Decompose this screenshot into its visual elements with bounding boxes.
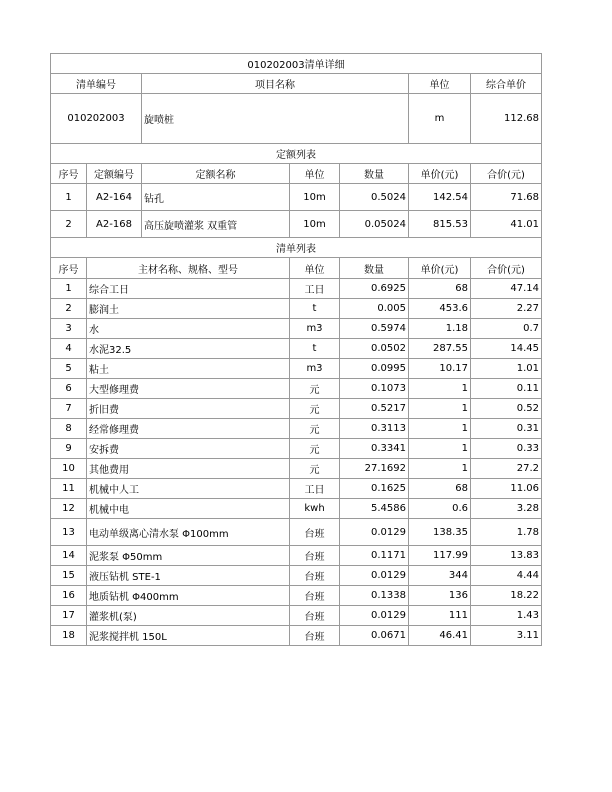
list-total-header: 合价(元) [471, 258, 542, 279]
item-unit: 工日 [290, 279, 340, 299]
table-row [51, 419, 542, 439]
table-row [51, 459, 542, 479]
item-seq: 11 [51, 479, 87, 499]
item-seq: 7 [51, 399, 87, 419]
item-unit: m3 [290, 319, 340, 339]
item-price: 136 [409, 586, 471, 606]
item-name: 水泥32.5 [87, 339, 290, 359]
quota-name: 高压旋喷灌浆 双重管 [142, 211, 290, 238]
item-unit: 台班 [290, 606, 340, 626]
bill-price: 112.68 [471, 94, 542, 144]
quota-seq: 2 [51, 211, 87, 238]
item-name: 机械中电 [87, 499, 290, 519]
item-unit: 元 [290, 419, 340, 439]
table-row [51, 586, 542, 606]
item-name: 液压钻机 STE-1 [87, 566, 290, 586]
item-seq: 10 [51, 459, 87, 479]
bill-unit-header: 单位 [409, 74, 471, 94]
bill-detail-table [50, 53, 542, 646]
item-seq: 2 [51, 299, 87, 319]
list-seq-header: 序号 [51, 258, 87, 279]
item-seq: 17 [51, 606, 87, 626]
item-total: 1.01 [471, 359, 542, 379]
item-name: 泥浆搅拌机 150L [87, 626, 290, 646]
bill-code: 010202003 [51, 94, 142, 144]
item-seq: 13 [51, 519, 87, 546]
table-title: 010202003清单详细 [51, 54, 542, 74]
item-name: 经常修理费 [87, 419, 290, 439]
item-seq: 5 [51, 359, 87, 379]
quota-code-header: 定额编号 [87, 164, 142, 184]
item-price: 1.18 [409, 319, 471, 339]
quota-qty: 0.5024 [340, 184, 409, 211]
item-seq: 8 [51, 419, 87, 439]
quota-unit: 10m [290, 184, 340, 211]
item-price: 453.6 [409, 299, 471, 319]
item-total: 0.7 [471, 319, 542, 339]
table-row [51, 339, 542, 359]
list-section-title: 清单列表 [51, 238, 542, 258]
item-price: 10.17 [409, 359, 471, 379]
item-total: 1.78 [471, 519, 542, 546]
table-row [51, 546, 542, 566]
item-seq: 3 [51, 319, 87, 339]
item-unit: 台班 [290, 546, 340, 566]
item-price: 287.55 [409, 339, 471, 359]
item-qty: 0.3113 [340, 419, 409, 439]
table-row [51, 299, 542, 319]
item-unit: t [290, 339, 340, 359]
item-price: 117.99 [409, 546, 471, 566]
table-row [51, 499, 542, 519]
item-unit: 台班 [290, 586, 340, 606]
item-seq: 18 [51, 626, 87, 646]
table-row [51, 626, 542, 646]
item-qty: 0.005 [340, 299, 409, 319]
item-price: 1 [409, 419, 471, 439]
item-qty: 0.3341 [340, 439, 409, 459]
bill-price-header: 综合单价 [471, 74, 542, 94]
item-qty: 0.0129 [340, 566, 409, 586]
item-name: 水 [87, 319, 290, 339]
item-unit: 元 [290, 399, 340, 419]
item-name: 膨润土 [87, 299, 290, 319]
table-row [51, 379, 542, 399]
item-name: 灌浆机(泵) [87, 606, 290, 626]
item-total: 27.2 [471, 459, 542, 479]
item-total: 1.43 [471, 606, 542, 626]
item-unit: m3 [290, 359, 340, 379]
table-row [51, 399, 542, 419]
item-total: 3.28 [471, 499, 542, 519]
item-price: 111 [409, 606, 471, 626]
item-name: 安拆费 [87, 439, 290, 459]
item-unit: t [290, 299, 340, 319]
item-total: 0.31 [471, 419, 542, 439]
quota-row [51, 184, 542, 211]
quota-price: 142.54 [409, 184, 471, 211]
item-seq: 16 [51, 586, 87, 606]
item-total: 11.06 [471, 479, 542, 499]
quota-qty: 0.05024 [340, 211, 409, 238]
item-seq: 15 [51, 566, 87, 586]
item-seq: 4 [51, 339, 87, 359]
item-seq: 6 [51, 379, 87, 399]
table-row [51, 439, 542, 459]
quota-seq-header: 序号 [51, 164, 87, 184]
item-unit: 台班 [290, 566, 340, 586]
item-total: 47.14 [471, 279, 542, 299]
item-price: 1 [409, 379, 471, 399]
quota-name: 钻孔 [142, 184, 290, 211]
item-total: 14.45 [471, 339, 542, 359]
item-name: 折旧费 [87, 399, 290, 419]
item-qty: 0.5217 [340, 399, 409, 419]
item-price: 1 [409, 459, 471, 479]
table-row [51, 359, 542, 379]
item-total: 2.27 [471, 299, 542, 319]
item-unit: 元 [290, 379, 340, 399]
item-seq: 1 [51, 279, 87, 299]
table-row [51, 606, 542, 626]
item-seq: 14 [51, 546, 87, 566]
item-price: 68 [409, 279, 471, 299]
item-qty: 0.1338 [340, 586, 409, 606]
quota-section-title: 定额列表 [51, 144, 542, 164]
bill-unit: m [409, 94, 471, 144]
item-total: 0.11 [471, 379, 542, 399]
item-qty: 27.1692 [340, 459, 409, 479]
quota-price: 815.53 [409, 211, 471, 238]
item-qty: 0.0671 [340, 626, 409, 646]
table-row [51, 279, 542, 299]
item-price: 46.41 [409, 626, 471, 646]
item-name: 其他费用 [87, 459, 290, 479]
item-qty: 0.1171 [340, 546, 409, 566]
table-row [51, 319, 542, 339]
item-name: 粘土 [87, 359, 290, 379]
item-unit: 元 [290, 439, 340, 459]
item-name: 大型修理费 [87, 379, 290, 399]
item-total: 3.11 [471, 626, 542, 646]
item-price: 1 [409, 439, 471, 459]
quota-qty-header: 数量 [340, 164, 409, 184]
quota-total: 71.68 [471, 184, 542, 211]
table-row [51, 519, 542, 546]
item-price: 68 [409, 479, 471, 499]
table-row [51, 566, 542, 586]
item-qty: 0.1625 [340, 479, 409, 499]
item-total: 4.44 [471, 566, 542, 586]
item-qty: 0.1073 [340, 379, 409, 399]
bill-name-header: 项目名称 [142, 74, 409, 94]
item-total: 0.33 [471, 439, 542, 459]
item-price: 0.6 [409, 499, 471, 519]
quota-code: A2-164 [87, 184, 142, 211]
item-name: 机械中人工 [87, 479, 290, 499]
item-unit: 元 [290, 459, 340, 479]
item-unit: 台班 [290, 519, 340, 546]
item-qty: 0.0129 [340, 519, 409, 546]
item-price: 1 [409, 399, 471, 419]
list-unit-header: 单位 [290, 258, 340, 279]
item-name: 地质钻机 Φ400mm [87, 586, 290, 606]
item-total: 18.22 [471, 586, 542, 606]
item-total: 13.83 [471, 546, 542, 566]
quota-seq: 1 [51, 184, 87, 211]
quota-total: 41.01 [471, 211, 542, 238]
item-qty: 0.6925 [340, 279, 409, 299]
item-qty: 0.5974 [340, 319, 409, 339]
item-seq: 9 [51, 439, 87, 459]
bill-code-header: 清单编号 [51, 74, 142, 94]
item-qty: 0.0995 [340, 359, 409, 379]
item-seq: 12 [51, 499, 87, 519]
item-qty: 0.0502 [340, 339, 409, 359]
item-qty: 0.0129 [340, 606, 409, 626]
item-price: 138.35 [409, 519, 471, 546]
quota-code: A2-168 [87, 211, 142, 238]
item-qty: 5.4586 [340, 499, 409, 519]
item-total: 0.52 [471, 399, 542, 419]
quota-row [51, 211, 542, 238]
list-price-header: 单价(元) [409, 258, 471, 279]
item-unit: 台班 [290, 626, 340, 646]
item-unit: 工日 [290, 479, 340, 499]
list-name-header: 主材名称、规格、型号 [87, 258, 290, 279]
item-name: 泥浆泵 Φ50mm [87, 546, 290, 566]
item-unit: kwh [290, 499, 340, 519]
list-qty-header: 数量 [340, 258, 409, 279]
quota-unit-header: 单位 [290, 164, 340, 184]
table-row [51, 479, 542, 499]
quota-name-header: 定额名称 [142, 164, 290, 184]
bill-name: 旋喷桩 [142, 94, 409, 144]
item-price: 344 [409, 566, 471, 586]
item-name: 综合工日 [87, 279, 290, 299]
quota-price-header: 单价(元) [409, 164, 471, 184]
item-name: 电动单级离心清水泵 Φ100mm [87, 519, 290, 546]
quota-unit: 10m [290, 211, 340, 238]
quota-total-header: 合价(元) [471, 164, 542, 184]
